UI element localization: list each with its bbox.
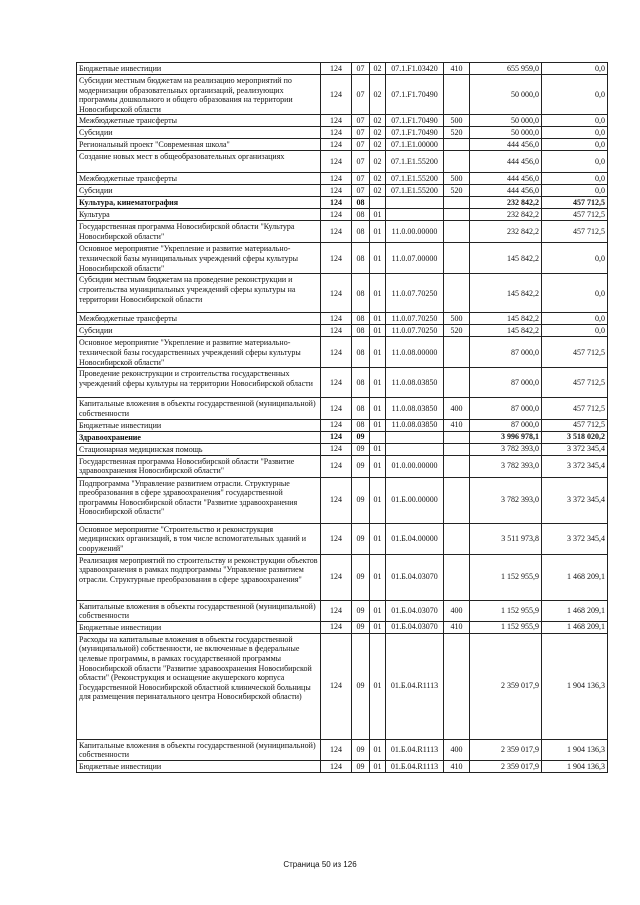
row-name: Стационарная медицинская помощь — [77, 443, 321, 455]
row-subsection: 01 — [370, 523, 386, 554]
row-target-article: 07.1.E1.55200 — [386, 173, 444, 185]
page-footer: Страница 50 из 126 — [283, 860, 357, 869]
row-admin-code: 124 — [321, 600, 352, 621]
row-value-year-2: 3 518 020,2 — [542, 431, 608, 443]
row-value-year-2: 0,0 — [542, 115, 608, 127]
row-expense-type — [444, 431, 470, 443]
row-value-year-1: 655 959,0 — [470, 63, 542, 75]
row-name: Государственная программа Новосибирской области "Культура Новосибирской области" — [77, 221, 321, 243]
table-row — [77, 477, 608, 523]
row-expense-type — [444, 477, 470, 523]
row-section: 08 — [352, 419, 370, 431]
row-expense-type — [444, 274, 470, 313]
row-value-year-1: 232 842,2 — [470, 221, 542, 243]
row-admin-code: 124 — [321, 398, 352, 419]
row-admin-code: 124 — [321, 173, 352, 185]
row-admin-code: 124 — [321, 419, 352, 431]
row-name: Подпрограмма "Управление развитием отрасли. Структурные преобразования в сфере здравоохранения" государственной программы Новосибирской области "Развитие здравоохранения Новосибирской области" — [77, 477, 321, 523]
row-admin-code: 124 — [321, 523, 352, 554]
table-row — [77, 197, 608, 209]
row-value-year-2: 457 712,5 — [542, 197, 608, 209]
row-subsection — [370, 197, 386, 209]
row-name: Государственная программа Новосибирской области "Развитие здравоохранения Новосибирской области" — [77, 455, 321, 477]
row-expense-type — [444, 455, 470, 477]
row-value-year-2: 457 712,5 — [542, 368, 608, 398]
row-expense-type: 520 — [444, 127, 470, 139]
row-section: 08 — [352, 221, 370, 243]
row-subsection: 01 — [370, 274, 386, 313]
row-target-article: 07.1.F1.03420 — [386, 63, 444, 75]
row-section: 08 — [352, 274, 370, 313]
row-name: Капитальные вложения в объекты государственной (муниципальной) собственности — [77, 398, 321, 419]
row-expense-type: 400 — [444, 739, 470, 760]
row-value-year-1: 87 000,0 — [470, 419, 542, 431]
row-section: 09 — [352, 739, 370, 760]
row-target-article: 07.1.E1.00000 — [386, 139, 444, 151]
row-section: 07 — [352, 63, 370, 75]
row-value-year-1: 1 152 955,9 — [470, 554, 542, 600]
row-admin-code: 124 — [321, 115, 352, 127]
row-section: 08 — [352, 368, 370, 398]
row-subsection: 02 — [370, 63, 386, 75]
row-name: Бюджетные инвестиции — [77, 419, 321, 431]
row-subsection: 01 — [370, 221, 386, 243]
table-row — [77, 368, 608, 398]
row-section: 09 — [352, 523, 370, 554]
row-section: 08 — [352, 313, 370, 325]
row-expense-type — [444, 75, 470, 115]
row-admin-code: 124 — [321, 75, 352, 115]
row-target-article: 11.0.08.00000 — [386, 337, 444, 368]
row-subsection: 02 — [370, 173, 386, 185]
row-value-year-1: 3 782 393,0 — [470, 455, 542, 477]
row-section: 09 — [352, 477, 370, 523]
table-row — [77, 419, 608, 431]
row-value-year-1: 145 842,2 — [470, 325, 542, 337]
row-expense-type — [444, 337, 470, 368]
row-admin-code: 124 — [321, 243, 352, 274]
row-target-article: 11.0.08.03850 — [386, 368, 444, 398]
row-expense-type — [444, 197, 470, 209]
table-row — [77, 443, 608, 455]
row-value-year-2: 0,0 — [542, 274, 608, 313]
row-subsection: 02 — [370, 151, 386, 173]
row-expense-type: 400 — [444, 398, 470, 419]
row-target-article: 11.0.08.03850 — [386, 419, 444, 431]
row-target-article: 07.1.F1.70490 — [386, 75, 444, 115]
table-row — [77, 739, 608, 760]
row-section: 08 — [352, 243, 370, 274]
row-section: 07 — [352, 115, 370, 127]
table-row — [77, 115, 608, 127]
row-name: Бюджетные инвестиции — [77, 63, 321, 75]
row-section: 09 — [352, 621, 370, 633]
row-target-article: 01.Б.04.R1113 — [386, 760, 444, 772]
row-admin-code: 124 — [321, 431, 352, 443]
row-expense-type — [444, 633, 470, 739]
row-target-article: 01.0.00.00000 — [386, 455, 444, 477]
row-value-year-2: 1 468 209,1 — [542, 600, 608, 621]
row-subsection: 02 — [370, 115, 386, 127]
row-expense-type: 400 — [444, 600, 470, 621]
row-section: 09 — [352, 431, 370, 443]
row-expense-type: 410 — [444, 760, 470, 772]
row-target-article: 07.1.E1.55200 — [386, 151, 444, 173]
row-value-year-1: 444 456,0 — [470, 151, 542, 173]
row-expense-type: 520 — [444, 185, 470, 197]
row-target-article: 01.Б.04.00000 — [386, 523, 444, 554]
row-value-year-1: 1 152 955,9 — [470, 600, 542, 621]
table-row — [77, 127, 608, 139]
row-subsection: 01 — [370, 398, 386, 419]
row-subsection: 01 — [370, 243, 386, 274]
row-target-article — [386, 197, 444, 209]
row-admin-code: 124 — [321, 139, 352, 151]
row-name: Межбюджетные трансферты — [77, 173, 321, 185]
table-row — [77, 325, 608, 337]
row-target-article — [386, 431, 444, 443]
table-row — [77, 173, 608, 185]
row-value-year-2: 3 372 345,4 — [542, 523, 608, 554]
row-section: 08 — [352, 337, 370, 368]
row-admin-code: 124 — [321, 313, 352, 325]
row-admin-code: 124 — [321, 274, 352, 313]
row-admin-code: 124 — [321, 368, 352, 398]
row-value-year-1: 2 359 017,9 — [470, 633, 542, 739]
row-name: Субсидии — [77, 127, 321, 139]
row-value-year-1: 50 000,0 — [470, 127, 542, 139]
row-value-year-2: 0,0 — [542, 75, 608, 115]
row-target-article: 11.0.08.03850 — [386, 398, 444, 419]
table-row — [77, 431, 608, 443]
row-expense-type: 500 — [444, 313, 470, 325]
row-section: 07 — [352, 173, 370, 185]
table-row — [77, 274, 608, 313]
table-row — [77, 455, 608, 477]
row-value-year-2: 0,0 — [542, 151, 608, 173]
table-row — [77, 313, 608, 325]
row-name: Капитальные вложения в объекты государственной (муниципальной) собственности — [77, 739, 321, 760]
row-admin-code: 124 — [321, 621, 352, 633]
table-row — [77, 398, 608, 419]
table-row — [77, 633, 608, 739]
row-value-year-2: 3 372 345,4 — [542, 455, 608, 477]
row-value-year-1: 444 456,0 — [470, 139, 542, 151]
table-row — [77, 139, 608, 151]
row-value-year-2: 1 468 209,1 — [542, 554, 608, 600]
table-row — [77, 221, 608, 243]
table-row — [77, 185, 608, 197]
row-name: Здравоохранение — [77, 431, 321, 443]
row-value-year-1: 1 152 955,9 — [470, 621, 542, 633]
row-admin-code: 124 — [321, 477, 352, 523]
row-subsection: 01 — [370, 313, 386, 325]
row-expense-type: 500 — [444, 173, 470, 185]
row-admin-code: 124 — [321, 197, 352, 209]
row-expense-type — [444, 368, 470, 398]
row-admin-code: 124 — [321, 633, 352, 739]
row-expense-type — [444, 209, 470, 221]
row-value-year-1: 87 000,0 — [470, 398, 542, 419]
row-target-article: 01.Б.04.03070 — [386, 621, 444, 633]
row-section: 07 — [352, 127, 370, 139]
row-admin-code: 124 — [321, 455, 352, 477]
row-subsection: 02 — [370, 139, 386, 151]
row-subsection: 01 — [370, 443, 386, 455]
row-section: 09 — [352, 760, 370, 772]
row-value-year-2: 457 712,5 — [542, 337, 608, 368]
row-value-year-2: 1 904 136,3 — [542, 760, 608, 772]
row-value-year-1: 3 511 973,8 — [470, 523, 542, 554]
row-expense-type — [444, 139, 470, 151]
row-admin-code: 124 — [321, 221, 352, 243]
row-section: 09 — [352, 600, 370, 621]
row-value-year-1: 3 996 978,1 — [470, 431, 542, 443]
row-subsection: 01 — [370, 739, 386, 760]
row-value-year-2: 0,0 — [542, 243, 608, 274]
row-section: 07 — [352, 185, 370, 197]
row-name: Капитальные вложения в объекты государственной (муниципальной) собственности — [77, 600, 321, 621]
row-name: Расходы на капитальные вложения в объекты государственной (муниципальной) собственности, не включенные в федеральные целевые программы, в рамках государственной программы Новосибирской области "Развитие здравоохранения Новосибирской области" (Реконструкция и оснащение акушерского корпуса Государственной Новосибирской областной клинической больницы для размещения перинатального центра Новосибирской области) — [77, 633, 321, 739]
row-section: 08 — [352, 325, 370, 337]
row-target-article: 01.Б.04.03070 — [386, 600, 444, 621]
row-name: Основное мероприятие "Строительство и реконструкция медицинских организаций, в том числе вспомогательных зданий и сооружений" — [77, 523, 321, 554]
table-row — [77, 63, 608, 75]
row-expense-type: 500 — [444, 115, 470, 127]
row-subsection: 01 — [370, 337, 386, 368]
row-subsection: 01 — [370, 600, 386, 621]
row-target-article: 07.1.E1.55200 — [386, 185, 444, 197]
row-admin-code: 124 — [321, 127, 352, 139]
table-row — [77, 75, 608, 115]
row-name: Субсидии — [77, 325, 321, 337]
row-section: 07 — [352, 151, 370, 173]
row-target-article: 07.1.F1.70490 — [386, 127, 444, 139]
row-expense-type — [444, 443, 470, 455]
row-subsection: 01 — [370, 554, 386, 600]
row-value-year-1: 50 000,0 — [470, 75, 542, 115]
row-subsection: 01 — [370, 633, 386, 739]
row-name: Проведение реконструкции и строительства государственных учреждений сферы культуры на территории Новосибирской области — [77, 368, 321, 398]
table-row — [77, 209, 608, 221]
row-value-year-1: 145 842,2 — [470, 274, 542, 313]
row-section: 07 — [352, 139, 370, 151]
row-target-article: 11.0.07.00000 — [386, 243, 444, 274]
row-target-article — [386, 443, 444, 455]
row-name: Субсидии местным бюджетам на реализацию мероприятий по модернизации образовательных организаций, реализующих программы дошкольного и общего образования на территории Новосибирской области — [77, 75, 321, 115]
row-target-article — [386, 209, 444, 221]
row-name: Культура, кинематография — [77, 197, 321, 209]
row-value-year-1: 145 842,2 — [470, 243, 542, 274]
row-admin-code: 124 — [321, 554, 352, 600]
row-value-year-2: 0,0 — [542, 173, 608, 185]
budget-table — [76, 62, 608, 773]
row-name: Реализация мероприятий по строительству и реконструкции объектов здравоохранения в рамках подпрограммы "Управление развитием отрасли. Структурные преобразования в сфере здравоохранения" — [77, 554, 321, 600]
row-name: Основное мероприятие "Укрепление и развитие материально-технической базы муниципальных учреждений сферы культуры Новосибирской области" — [77, 243, 321, 274]
row-admin-code: 124 — [321, 185, 352, 197]
row-value-year-1: 87 000,0 — [470, 337, 542, 368]
row-value-year-2: 457 712,5 — [542, 221, 608, 243]
row-expense-type — [444, 151, 470, 173]
table-row — [77, 600, 608, 621]
table-row — [77, 554, 608, 600]
row-name: Субсидии — [77, 185, 321, 197]
row-value-year-2: 3 372 345,4 — [542, 477, 608, 523]
row-section: 08 — [352, 197, 370, 209]
row-admin-code: 124 — [321, 209, 352, 221]
row-value-year-2: 0,0 — [542, 185, 608, 197]
row-expense-type: 410 — [444, 63, 470, 75]
row-value-year-1: 3 782 393,0 — [470, 477, 542, 523]
row-expense-type — [444, 554, 470, 600]
row-section: 09 — [352, 554, 370, 600]
row-expense-type: 410 — [444, 419, 470, 431]
row-name: Бюджетные инвестиции — [77, 760, 321, 772]
row-value-year-2: 1 904 136,3 — [542, 633, 608, 739]
row-subsection: 01 — [370, 621, 386, 633]
row-name: Субсидии местным бюджетам на проведение реконструкции и строительства муниципальных учреждений сферы культуры на территории Новосибирской области — [77, 274, 321, 313]
row-subsection: 01 — [370, 368, 386, 398]
table-row — [77, 621, 608, 633]
row-admin-code: 124 — [321, 739, 352, 760]
row-admin-code: 124 — [321, 325, 352, 337]
row-admin-code: 124 — [321, 337, 352, 368]
row-section: 07 — [352, 75, 370, 115]
row-expense-type — [444, 523, 470, 554]
row-value-year-1: 2 359 017,9 — [470, 739, 542, 760]
table-row — [77, 760, 608, 772]
row-expense-type: 520 — [444, 325, 470, 337]
row-target-article: 11.0.07.70250 — [386, 313, 444, 325]
row-value-year-2: 0,0 — [542, 139, 608, 151]
row-value-year-2: 457 712,5 — [542, 398, 608, 419]
row-value-year-1: 444 456,0 — [470, 173, 542, 185]
row-value-year-1: 145 842,2 — [470, 313, 542, 325]
row-section: 08 — [352, 398, 370, 419]
table-row — [77, 243, 608, 274]
row-target-article: 01.Б.04.R1113 — [386, 633, 444, 739]
row-target-article: 11.0.07.70250 — [386, 325, 444, 337]
row-subsection: 02 — [370, 185, 386, 197]
row-target-article: 01.Б.04.03070 — [386, 554, 444, 600]
row-subsection — [370, 431, 386, 443]
row-section: 09 — [352, 455, 370, 477]
row-subsection: 01 — [370, 209, 386, 221]
row-expense-type — [444, 243, 470, 274]
row-section: 08 — [352, 209, 370, 221]
row-value-year-2: 0,0 — [542, 313, 608, 325]
row-admin-code: 124 — [321, 760, 352, 772]
table-body — [77, 63, 608, 773]
row-expense-type: 410 — [444, 621, 470, 633]
table-row — [77, 523, 608, 554]
row-value-year-2: 0,0 — [542, 127, 608, 139]
row-target-article: 11.0.07.70250 — [386, 274, 444, 313]
row-value-year-2: 457 712,5 — [542, 419, 608, 431]
row-value-year-1: 232 842,2 — [470, 197, 542, 209]
row-value-year-2: 3 372 345,4 — [542, 443, 608, 455]
row-admin-code: 124 — [321, 151, 352, 173]
row-name: Культура — [77, 209, 321, 221]
row-section: 09 — [352, 443, 370, 455]
row-target-article: 01.Б.04.R1113 — [386, 739, 444, 760]
row-name: Межбюджетные трансферты — [77, 313, 321, 325]
row-value-year-1: 232 842,2 — [470, 209, 542, 221]
row-subsection: 01 — [370, 760, 386, 772]
row-value-year-2: 0,0 — [542, 63, 608, 75]
row-value-year-2: 1 468 209,1 — [542, 621, 608, 633]
row-target-article: 07.1.F1.70490 — [386, 115, 444, 127]
row-name: Создание новых мест в общеобразовательных организациях — [77, 151, 321, 173]
row-name: Основное мероприятие "Укрепление и развитие материально-технической базы государственных учреждений сферы культуры Новосибирской области" — [77, 337, 321, 368]
row-value-year-1: 444 456,0 — [470, 185, 542, 197]
row-subsection: 01 — [370, 419, 386, 431]
table-row — [77, 151, 608, 173]
row-name: Бюджетные инвестиции — [77, 621, 321, 633]
row-subsection: 01 — [370, 325, 386, 337]
row-value-year-1: 87 000,0 — [470, 368, 542, 398]
table-row — [77, 337, 608, 368]
row-subsection: 01 — [370, 477, 386, 523]
row-subsection: 02 — [370, 75, 386, 115]
row-value-year-1: 3 782 393,0 — [470, 443, 542, 455]
row-expense-type — [444, 221, 470, 243]
row-value-year-1: 50 000,0 — [470, 115, 542, 127]
row-target-article: 11.0.00.00000 — [386, 221, 444, 243]
row-value-year-2: 0,0 — [542, 325, 608, 337]
row-value-year-2: 457 712,5 — [542, 209, 608, 221]
row-value-year-2: 1 904 136,3 — [542, 739, 608, 760]
row-name: Межбюджетные трансферты — [77, 115, 321, 127]
row-target-article: 01.Б.00.00000 — [386, 477, 444, 523]
row-subsection: 01 — [370, 455, 386, 477]
row-subsection: 02 — [370, 127, 386, 139]
row-name: Региональный проект "Современная школа" — [77, 139, 321, 151]
row-value-year-1: 2 359 017,9 — [470, 760, 542, 772]
row-admin-code: 124 — [321, 63, 352, 75]
row-admin-code: 124 — [321, 443, 352, 455]
row-section: 09 — [352, 633, 370, 739]
